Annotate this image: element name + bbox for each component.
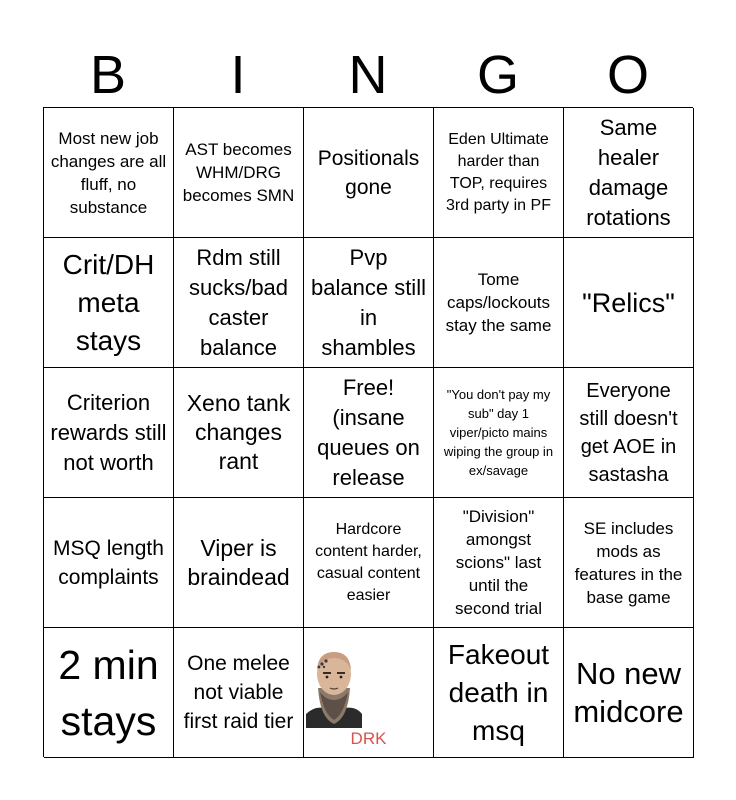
bingo-free-cell[interactable] <box>304 628 434 758</box>
bingo-cell[interactable] <box>564 238 694 368</box>
bingo-cell-text: Criterion rewards still not worth <box>50 389 167 475</box>
bingo-cell-text: Tome caps/lockouts stay the same <box>445 270 552 335</box>
bingo-cell[interactable] <box>304 108 434 238</box>
header-letter-n: N <box>348 45 388 105</box>
header-letter-g: G <box>476 45 519 105</box>
bingo-cell[interactable] <box>434 368 564 498</box>
drk-label: DRK <box>350 729 387 748</box>
header-letter-i: I <box>230 45 246 105</box>
bingo-cell[interactable] <box>434 108 564 238</box>
bingo-header <box>43 44 693 106</box>
bingo-cell-text: Free! (insane queues on release <box>317 374 420 490</box>
bingo-cell-text: Most new job changes are all fluff, no substance <box>50 128 167 217</box>
bingo-cell-text: 2 min stays <box>58 641 159 744</box>
bald-bearded-man-portrait-icon <box>306 648 362 728</box>
bingo-cell-text: AST becomes WHM/DRG becomes SMN <box>182 140 295 205</box>
bingo-cell-text: MSQ length complaints <box>53 536 164 589</box>
bingo-cell[interactable] <box>44 368 174 498</box>
bingo-cell-text: "Relics" <box>582 287 675 318</box>
header-letter-b: B <box>89 45 127 105</box>
bingo-cell-text: Positionals gone <box>317 146 420 199</box>
bingo-cell-text: Everyone still doesn't get AOE in sastasha <box>579 379 678 486</box>
bingo-cell[interactable] <box>174 238 304 368</box>
bingo-cell[interactable] <box>304 498 434 628</box>
bingo-cell-text: Xeno tank changes rant <box>186 390 291 474</box>
bingo-cell[interactable] <box>564 368 694 498</box>
bingo-cell[interactable] <box>434 238 564 368</box>
bingo-cell-text: One melee not viable first raid tier <box>183 652 294 733</box>
bingo-cell-text: Eden Ultimate harder than TOP, requires 3rd party in PF <box>446 130 551 214</box>
bingo-cell-text: Hardcore content harder, casual content easier <box>315 520 422 604</box>
bingo-cell[interactable] <box>174 368 304 498</box>
bingo-cell-text: Same healer damage rotations <box>586 114 671 230</box>
bingo-cell[interactable] <box>44 238 174 368</box>
bingo-cell-text: Fakeout death in msq <box>447 638 550 746</box>
bingo-cell[interactable] <box>174 628 304 758</box>
bingo-cell[interactable] <box>304 368 434 498</box>
bingo-cell[interactable] <box>434 498 564 628</box>
bingo-cell-text: Crit/DH meta stays <box>62 248 155 356</box>
bingo-cell[interactable] <box>174 498 304 628</box>
bingo-cell-text: "You don't pay my sub" day 1 viper/picto mains wiping the group in ex/savage <box>443 387 554 478</box>
bingo-cell-text: No new midcore <box>573 655 684 729</box>
header-letter-o: O <box>606 45 649 105</box>
bingo-cell[interactable] <box>564 108 694 238</box>
bingo-cell[interactable] <box>44 108 174 238</box>
bingo-cell-text: Pvp balance still in shambles <box>311 244 426 360</box>
bingo-cell-text: SE includes mods as features in the base game <box>574 518 683 607</box>
bingo-cell-text: Rdm still sucks/bad caster balance <box>188 244 289 360</box>
bingo-cell[interactable] <box>564 498 694 628</box>
bingo-cell[interactable] <box>304 238 434 368</box>
bingo-cell[interactable] <box>174 108 304 238</box>
bingo-cell-text: Viper is braindead <box>187 534 290 590</box>
bingo-cell[interactable] <box>564 628 694 758</box>
bingo-cell[interactable] <box>44 498 174 628</box>
bingo-grid <box>43 107 693 757</box>
bingo-cell[interactable] <box>434 628 564 758</box>
bingo-cell-text: "Division" amongst scions" last until the second trial <box>455 507 542 618</box>
bingo-cell[interactable] <box>44 628 174 758</box>
